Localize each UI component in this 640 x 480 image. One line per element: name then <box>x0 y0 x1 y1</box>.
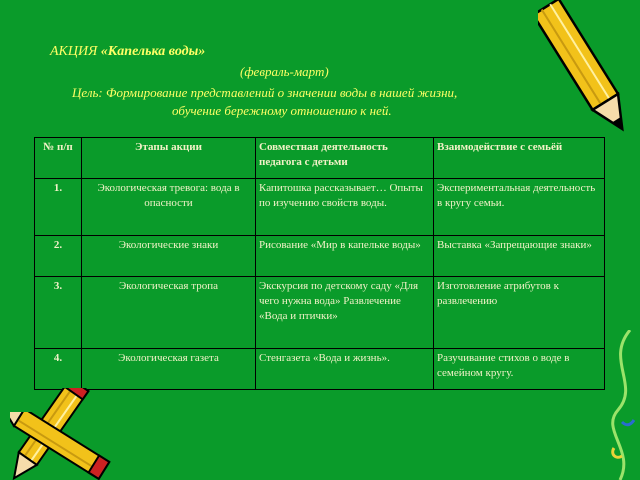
pencil-icon <box>538 0 640 145</box>
row-number: 4. <box>35 349 82 390</box>
swirl-icon <box>600 330 640 480</box>
row-family: Разучивание стихов о воде в семейном кругу. <box>434 349 605 390</box>
header-joint-activity: Совместная деятельность педагога с детьми <box>256 138 434 179</box>
action-period: (февраль-март) <box>240 64 329 79</box>
row-stage: Экологическая газета <box>82 349 256 390</box>
row-number: 3. <box>35 277 82 349</box>
table-row <box>35 236 605 277</box>
row-family: Выставка «Запрещающие знаки» <box>434 236 605 277</box>
row-joint-activity: Капитошка рассказывает… Опыты по изучению свойств воды. <box>256 179 434 236</box>
row-joint-activity: Экскурсия по детскому саду «Для чего нужна вода» Развлечение «Вода и птички» <box>256 277 434 349</box>
table-row <box>35 349 605 390</box>
row-number: 2. <box>35 236 82 277</box>
table-row <box>35 179 605 236</box>
row-joint-activity: Рисование «Мир в капельке воды» <box>256 236 434 277</box>
header-number: № п/п <box>35 138 82 179</box>
row-stage: Экологическая тропа <box>82 277 256 349</box>
table-row <box>35 277 605 349</box>
action-title: АКЦИЯ «Капелька воды» <box>50 44 206 59</box>
row-family: Изготовление атрибутов к развлечению <box>434 277 605 349</box>
row-stage: Экологическая тревога: вода в опасности <box>82 179 256 236</box>
action-plan-table <box>34 137 605 390</box>
goal-line-1: Цель: Формирование представлений о значении воды в нашей жизни, <box>72 85 458 100</box>
pencil-icon <box>10 412 120 480</box>
row-stage: Экологические знаки <box>82 236 256 277</box>
header-stages: Этапы акции <box>82 138 256 179</box>
row-family: Экспериментальная деятельность в кругу семьи. <box>434 179 605 236</box>
row-number: 1. <box>35 179 82 236</box>
row-joint-activity: Стенгазета «Вода и жизнь». <box>256 349 434 390</box>
header-family: Взаимодействие с семьёй <box>434 138 605 179</box>
goal-line-2: обучение бережному отношению к ней. <box>172 103 392 118</box>
table-header-row <box>35 138 605 179</box>
